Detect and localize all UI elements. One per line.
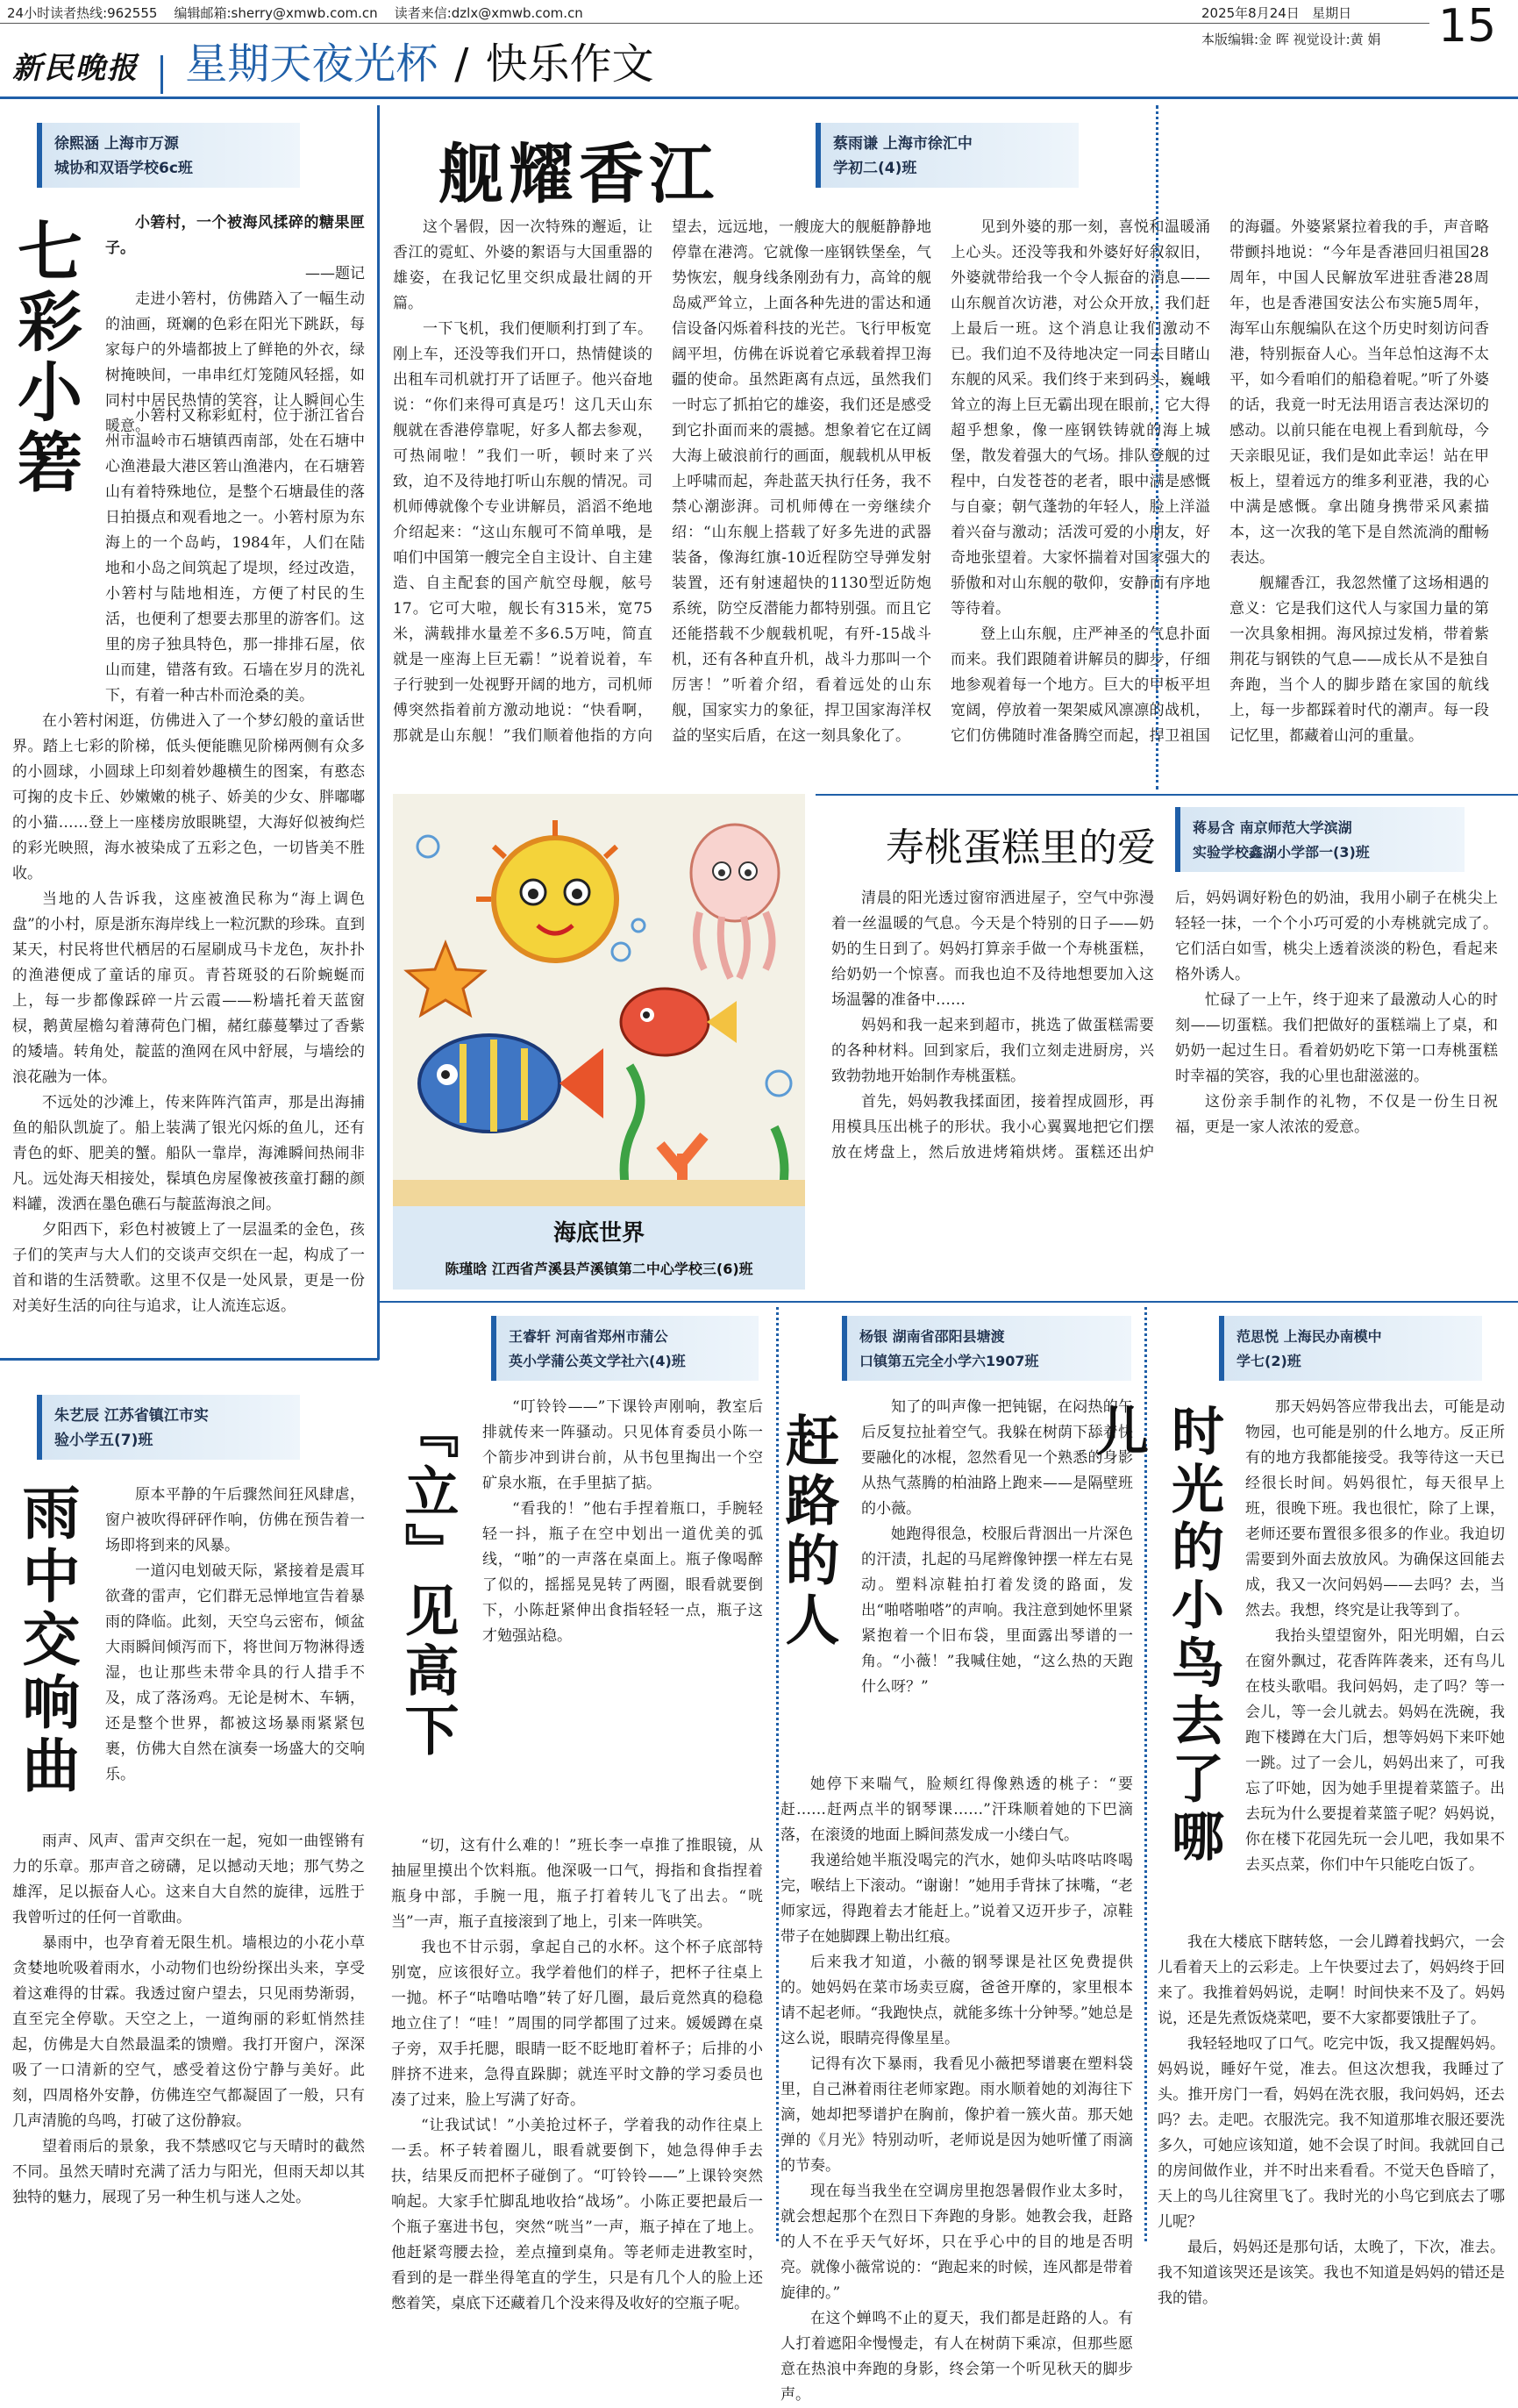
article-yuzhong-body: 雨声、风声、雷声交织在一起，宛如一曲铿锵有力的乐章。那声音之磅礴，足以撼动天地；那气势之雄浑，足以振奋人心。这来自大自然的旋律，远胜于我曾听过的任何一首歌曲。 暴雨中，也孕育着无限生机。墙根边的小花小草贪婪地吮吸着雨水，小动物们也纷纷探出头来，享受着这难得的甘霖。我透过窗户望去，只见雨势渐弱，直至完全停歇。天空之上，一道绚丽的彩虹悄然挂起，仿佛是大自然最温柔的馈赠。我打开窗户，深深吸了一口清新的空气，感受着这份宁静与美好。此刻，四周格外安静，仿佛连空气都凝固了一般，只有几声清脆的鸟鸣，打破了这份静寂。 望着雨后的景象，我不禁感叹它与天晴时的截然不同。虽然天晴时充满了活力与阳光，但雨天却以其独特的魅力，展现了另一种生机与迷人之处。 — [12, 1833, 365, 2206]
section-title: 星期天夜光杯 — [185, 39, 438, 89]
date: 2025年8月24日 — [1201, 5, 1300, 21]
article-ganlu-body: 她停下来喘气，脸颊红得像熟透的桃子：“要赶……赶两点半的钢琴课……”汗珠顺着她的下巴滴落，在滚烫的地面上瞬间蒸发成一小缕白气。 我递给她半瓶没喝完的汽水，她仰头咕咚咕咚喝完，喉结上下滚动。“谢谢！”她用手背抹了抹嘴，“老师家远，得跑着去才能赶上。”说着又迈开步子，凉鞋带子在她脚踝上勒出红痕。 后来我才知道，小薇的钢琴课是社区免费提供的。她妈妈在菜市场卖豆腐，爸爸开摩的，家里根本请不起老师。“我跑快点，就能多练十分钟琴。”她总是这么说，眼睛亮得像星星。 记得有次下暴雨，我看见小薇把琴谱裹在塑料袋里，自己淋着雨往老师家跑。雨水顺着她的刘海往下滴，她却把琴谱护在胸前，像护着一簇火苗。那天她弹的《月光》特别动听，老师说是因为她听懂了雨滴的节奏。 现在每当我坐在空调房里抱怨暑假作业太多时，就会想起那个在烈日下奔跑的身影。她教会我，赶路的人不在乎天气好坏，只在乎心中的目的地是否明亮。就像小薇常说的：“跑起来的时候，连风都是带着旋律的。” 在这个蝉鸣不止的夏天，我们都是赶路的人。有人打着遮阳伞慢慢走，有人在树荫下乘凉，但那些愿意在热浪中奔跑的身影，终会第一个听见秋天的脚步声。 — [780, 1776, 1133, 2404]
article-li-top: “叮铃铃——”下课铃声刚响，教室后排就传来一阵骚动。只见体育委员小陈一个箭步冲到讲台前，从书包里掏出一个空矿泉水瓶，在手里掂了掂。 “看我的！”他右手捏着瓶口，手腕轻轻一抖，瓶子在空中划出一道优美的弧线，“啪”的一声落在桌面上。瓶子像喝醉了似的，摇摇晃晃转了两圈，眼看就要倒下，小陈赶紧伸出食指轻轻一点，瓶子这才勉强站稳。 — [482, 1398, 763, 1645]
painting-svg — [393, 794, 805, 1206]
weekday: 星期日 — [1312, 5, 1352, 21]
painting-title: 海底世界 — [552, 1220, 645, 1247]
byline-li: 王睿轩 河南省郑州市蒲公 英小学蒲公英文学社六(4)班 — [491, 1316, 759, 1381]
reader-email: 读者来信:dzlx@xmwb.com.cn — [394, 5, 583, 21]
subsection-title: 快乐作文 — [485, 39, 654, 89]
article-li-body: “切，这有什么难的！”班长李一卓推了推眼镜，从抽屉里摸出个饮料瓶。他深吸一口气，拇指和食指捏着瓶身中部，手腕一甩，瓶子打着转儿飞了出去。“咣当”一声，瓶子直接滚到了地上，引来一阵哄笑。 我也不甘示弱，拿起自己的水杯。这个杯子底部特别宽，应该很好立。我学着他们的样子，把杯子往桌上一抛。杯子“咕噜咕噜”转了好几圈，最后竟然真的稳稳地立住了！“哇！”周围的同学都围了过来。媛媛蹲在桌子旁，双手托腮，眼睛一眨不眨地盯着杯子；后排的小胖挤不进来，急得直跺脚；就连平时文静的学习委员也凑了过来，脸上写满了好奇。 “让我试试！”小美抢过杯子，学着我的动作往桌上一丢。杯子转着圈儿，眼看就要倒下，她急得伸手去扶，结果反而把杯子碰倒了。“叮铃铃——”上课铃突然响起。大家手忙脚乱地收拾“战场”。小陈正要把最后一个瓶子塞进书包，突然“咣当”一声，瓶子掉在了地上。他赶紧弯腰去捡，差点撞到桌角。等老师走进教室时，看到的是一群坐得笔直的学生，只是有几个人的脸上还憋着笑，桌底下还藏着几个没来得及收好的空瓶子呢。 — [391, 1837, 763, 2312]
article-qicai-top: 小箬村，一个被海风揉碎的糖果匣子。 ——题记 走进小箬村，仿佛踏入了一幅生动的油画，斑斓的色彩在阳光下跳跃，每家每户的外墙都披上了鲜艳的外衣，绿树掩映间，一串串红灯笼随风轻摇，如同村中居民热情的笑容，让人瞬间心生暖意。 — [105, 211, 365, 544]
title-ganlu: 赶路的人 — [776, 1412, 840, 1651]
article-qicai-body: 小箬村又称彩虹村，位于浙江省台州市温岭市石塘镇西南部，处在石塘中心渔港最大港区箬山渔港内，在石塘箬山有着特殊地位，是整个石塘最佳的落日拍摄点和观看地之一。小箬村原为东海上的一个岛屿，1984年，人们在陆地和小岛之间筑起了堤坝，经过改造，小箬村与陆地相连，方便了村民的生活，也便利了想要去那里的游客们。这里的房子独具特色，那一排排石屋，依山而建，错落有致。石墙在岁月的洗礼下，有着一种古朴而沧桑的美。 在小箬村闲逛，仿佛进入了一个梦幻般的童话世界。踏上七彩的阶梯，低头便能瞧见阶梯两侧有众多的小圆球，小圆球上印刻着妙趣横生的图案，有憨态可掬的皮卡丘、妙嫩嫩的桃子、娇美的少女、胖嘟嘟的小猫……登上一座楼房放眼眺望，大海好似被绚烂的彩光映照，海水被染成了五彩之色，一切皆美不胜收。 当地的人告诉我，这座被渔民称为“海上调色盘”的小村，原是浙东海岸线上一粒沉默的珍珠。直到某天，村民将世代栖居的石屋刷成马卡龙色，灰扑扑的渔港便成了童话的扉页。青苔斑驳的石阶蜿蜒而上，每一步都像踩碎一片云霞——粉墙托着天蓝窗棂，鹅黄屋檐勾着薄荷色门楣，赭红藤蔓攀过了香紫的矮墙。转角处，靛蓝的渔网在风中舒展，与墙绘的浪花融为一体。 不远处的沙滩上，传来阵阵汽笛声，那是出海捕鱼的船队凯旋了。船上装满了银光闪烁的鱼儿，还有青色的虾、肥美的蟹。船队一靠岸，海滩瞬间热闹非凡。远处海天相接处，髹填色房屋像被孩童打翻的颜料罐，泼洒在墨色礁石与靛蓝海浪之间。 夕阳西下，彩色村被镀上了一层温柔的金色，孩子们的笑声与大人们的交谈声交织在一起，构成了一首和谐的生活赞歌。这里不仅是一处风景，更是一份对美好生活的向往与追求，让人流连忘返。 — [12, 407, 365, 1315]
page-number: 15 — [1438, 0, 1497, 53]
article-yuzhong-top: 原本平静的午后骤然间狂风肆虐，窗户被吹得砰砰作响，仿佛在预告着一场即将到来的风暴。 一道闪电划破天际，紧接着是震耳欲聋的雷声，它们群无忌惮地宣告着暴雨的降临。此刻，天空乌云密布，倾盆大雨瞬间倾泻而下，将世间万物淋得透湿，也让那些未带伞具的行人措手不及，成了落汤鸡。无论是树木、车辆，还是整个世界，都被这场暴雨紧紧包裹，仿佛大自然在演奏一场盛大的交响乐。 — [105, 1486, 365, 1783]
byline-shoutao: 蒋易含 南京师范大学滨湖 实验学校鑫湖小学部一(3)班 — [1175, 807, 1465, 872]
title-li: 『立』见高下 — [396, 1404, 460, 1761]
painting-caption — [393, 1206, 805, 1290]
byline-yuzhong: 朱艺辰 江苏省镇江市实 验小学五(7)班 — [37, 1395, 300, 1460]
byline-jianyao: 蔡雨谦 上海市徐汇中 学初二(4)班 — [816, 123, 1079, 188]
masthead-divider — [160, 55, 163, 94]
title-shiguang: 时光的小鸟去了哪儿 — [1087, 1404, 1224, 1867]
header-date — [1201, 4, 1421, 23]
title-shoutao: 寿桃蛋糕里的爱 — [886, 825, 1156, 870]
epigraph: 小箬村，一个被海风揉碎的糖果匣子。 — [105, 214, 365, 257]
article-shiguang-top: 那天妈妈答应带我出去，可能是动物园，也可能是别的什么地方。反正所有的地方我都能接受。我等待这一天已经很长时间。妈妈很忙，每天很早上班，很晚下班。我也很忙，除了上课，老师还要布置很多很多的作业。我迫切需要到外面去放放风。为确保这回能去成，我又一次问妈妈——去吗？去，当然去。我想，终究是让我等到了。 我抬头望望窗外，阳光明媚，白云在窗外飘过，花香阵阵袭来，还有鸟儿在枝头歌唱。我问妈妈，走了吗？等一会儿，等一会儿就去。妈妈在洗碗，我跑下楼蹲在大门后，想等妈妈下来吓她一跳。过了一会儿，妈妈出来了，可我忘了吓她，因为她手里提着菜篮子。出去玩为什么要提着菜篮子呢？妈妈说，你在楼下花园先玩一会儿吧，我如果不去买点菜，你们中午只能吃白饭了。 — [1245, 1398, 1505, 1874]
section-slash: / — [454, 39, 469, 89]
header-info — [7, 4, 1235, 23]
byline-ganlu: 杨银 湖南省邵阳县塘渡 口镇第五完全小学六1907班 — [842, 1316, 1131, 1381]
byline-qicai: 徐熙涵 上海市万源 城协和双语学校6c班 — [37, 123, 300, 188]
byline-shiguang: 范思悦 上海民办南模中 学七(2)班 — [1219, 1316, 1482, 1381]
article-shiguang-body: 我在大楼底下瞎转悠，一会儿蹲着找蚂穴，一会儿看着天上的云彩走。上午快要过去了，妈妈终于回来了。我推着妈妈说，走啊！时间快来不及了。妈妈说，还是先煮饭烧菜吧，要不大家都要饿肚子了。 我轻轻地叹了口气。吃完中饭，我又提醒妈妈。妈妈说，睡好午觉，准去。但这次想我，我睡过了头。推开房门一看，妈妈在洗衣服，我问妈妈，还去吗？去。走吧。衣服洗完。我不知道那堆衣服还要洗多久，可她应该知道，她不会误了时间。我就回自己的房间做作业，并不时出来看看。不觉天色昏暗了，天上的鸟儿往窝里飞了。我时光的小鸟它到底去了哪儿呢？ 最后，妈妈还是那句话，太晚了，下次，准去。我不知道该哭还是该笑。我也不知道是妈妈的错还是我的错。 — [1158, 1933, 1505, 2307]
article-shoutao: 清晨的阳光透过窗帘洒进屋子，空气中弥漫着一丝温暖的气息。今天是个特别的日子——奶奶的生日到了。妈妈打算亲手做一个寿桃蛋糕，给奶奶一个惊喜。而我也迫不及待地想要加入这场温馨的准备中…… 妈妈和我一起来到超市，挑选了做蛋糕需要的各种材料。回到家后，我们立刻走进厨房，兴致勃勃地开始制作寿桃蛋糕。 首先，妈妈教我揉面团，接着捏成圆形，再用模具压出桃子的形状。我小心翼翼地把它们摆放在烤盘上，然后放进烤箱烘烤。蛋糕还出炉后，妈妈调好粉色的奶油，我用小刷子在桃尖上轻轻一抹，一个个小巧可爱的小寿桃就完成了。它们活白如雪，桃尖上透着淡淡的粉色，看起来格外诱人。 忙碌了一上午，终于迎来了最激动人心的时刻——切蛋糕。我们把做好的蛋糕端上了桌，和奶奶一起过生日。看着奶奶吃下第一口寿桃蛋糕时幸福的笑容，我的心里也甜滋滋的。 这份亲手制作的礼物，不仅是一份生日祝福，更是一家人浓浓的爱意。 — [831, 890, 1498, 1161]
article-ganlu-top: 知了的叫声像一把钝锯，在闷热的午后反复拉扯着空气。我躲在树荫下舔着快要融化的冰棍，忽然看见一个熟悉的身影从热气蒸腾的柏油路上跑来——是隔壁班的小薇。 她跑得很急，校服后背洇出一片深色的汗渍，扎起的马尾辫像钟摆一样左右晃动。塑料凉鞋拍打着发烫的路面，发出“啪嗒啪嗒”的声响。我注意到她怀里紧紧抱着一个旧布袋，里面露出琴谱的一角。“小薇！”我喊住她，“这么热的天跑什么呀？” — [861, 1398, 1133, 1696]
title-qicai: 七彩小箬 — [7, 218, 82, 498]
painting-haidi — [393, 794, 805, 1206]
article-jianyao: 这个暑假，因一次特殊的邂逅，让香江的霓虹、外婆的絮语与大国重器的雄姿，在我记忆里交织成最壮阔的开篇。 一下飞机，我们便顺利打到了车。刚上车，还没等我们开口，热情健谈的出租车司机就打开了话匣子。他兴奋地说：“你们来得可真是巧！这几天山东舰就在香港停靠呢，好多人都去参观，可热闹啦！”我们一听，顿时来了兴致，迫不及待地打听山东舰的情况。司机师傅就像个专业讲解员，滔滔不绝地介绍起来：“这山东舰可不简单哦，是咱们中国第一艘完全自主设计、自主建造、自主配套的国产航空母舰，舷号17。它可大啦，舰长有315米，宽75米，满载排水量差不多6.5万吨，简直就是一座海上巨无霸！”说着说着，车子行驶到一处视野开阔的地方，司机师傅突然指着前方激动地说：“快看啊，那就是山东舰！”我们顺着他指的方向望去，远远地，一艘庞大的舰艇静静地停靠在港湾。它就像一座钢铁堡垒，气势恢宏，舰身线条刚劲有力，高耸的舰岛威严耸立，上面各种先进的雷达和通信设备闪烁着科技的光芒。飞行甲板宽阔平坦，仿佛在诉说着它承载着捍卫海疆的使命。虽然距离有点远，虽然我们一时忘了抓拍它的雄姿，我们还是感受到它扑面而来的震撼。想象着它在辽阔大海上破浪前行的画面，舰载机从甲板上呼啸而起，奔赴蓝天执行任务，我不禁心潮澎湃。司机师傅在一旁继续介绍：“山东舰上搭载了好多先进的武器装备，像海红旗-10近程防空导弹发射装置，还有射速超快的1130型近防炮系统，防空反潜能力都特别强。而且它还能搭载不少舰载机呢，有歼-15战斗机，还有各种直升机，战斗力那叫一个厉害！”听着介绍，看着远处的山东舰，国家实力的象征，捍卫国家海洋权益的坚实后盾，在这一刻具象化了。 见到外婆的那一刻，喜悦和温暖涌上心头。还没等我和外婆好好叙叙旧，外婆就带给我一个令人振奋的消息——山东舰首次访港，对公众开放，我们赶上最后一班。这个消息让我们激动不已。我们迫不及待地决定一同去目睹山东舰的风采。我们终于来到码头，巍峨耸立的海上巨无霸出现在眼前，它大得超乎想象，像一座钢铁铸就的海上城堡，散发着强大的气场。排队登舰的过程中，白发苍苍的老者，眼中满是感慨与自豪；朝气蓬勃的年轻人，脸上洋溢着兴奋与激动；活泼可爱的小朋友，好奇地张望着。大家怀揣着对国家强大的骄傲和对山东舰的敬仰，安静而有序地等待着。 登上山东舰，庄严神圣的气息扑面而来。我们跟随着讲解员的脚步，仔细地参观着每一个地方。巨大的甲板平坦宽阔，停放着一架架威风凛凛的战机，它们仿佛随时准备腾空而起，捍卫祖国的海疆。外婆紧紧拉着我的手，声音略带颤抖地说：“今年是香港回归祖国28周年，中国人民解放军进驻香港28周年，也是香港国安法公布实施5周年，海军山东舰编队在这个历史时刻访问香港，特别振奋人心。当年总怕这海不太平，如今看咱们的船稳着呢。”听了外婆的话，我竟一时无法用语言表达深切的感动。以前只能在电视上看到航母，今天亲眼见证，我们是如此幸运！站在甲板上，望着远方的维多利亚港，我的心中满是感慨。拿出随身携带采风素描本，这一次我的笔下是自然流淌的酣畅表达。 舰耀香江，我忽然懂了这场相遇的意义：它是我们这代人与家国力量的第一次具象相拥。海风掠过发梢，带着紫荆花与钢铁的气息——成长从不是独自奔跑，当个人的脚步踏在家国的航线上，每一步都踩着时代的潮声。每一段记忆里，都藏着山河的重量。 — [393, 218, 1489, 745]
editor-email: 编辑邮箱:sherry@xmwb.com.cn — [174, 5, 378, 21]
hotline: 24小时读者热线:962555 — [7, 5, 158, 21]
paper-name: 新民晚报 — [12, 51, 139, 86]
epigraph-sign: ——题记 — [305, 265, 365, 282]
masthead — [12, 30, 889, 93]
painting-author: 陈瑾晗 江西省芦溪县芦溪镇第二中心学校三(6)班 — [445, 1261, 753, 1277]
title-jianyao: 舰耀香江 — [438, 137, 719, 212]
title-yuzhong: 雨中交响曲 — [12, 1483, 80, 1798]
editor-credit: 本版编辑:金 晖 视觉设计:黄 娟 — [1201, 32, 1381, 47]
